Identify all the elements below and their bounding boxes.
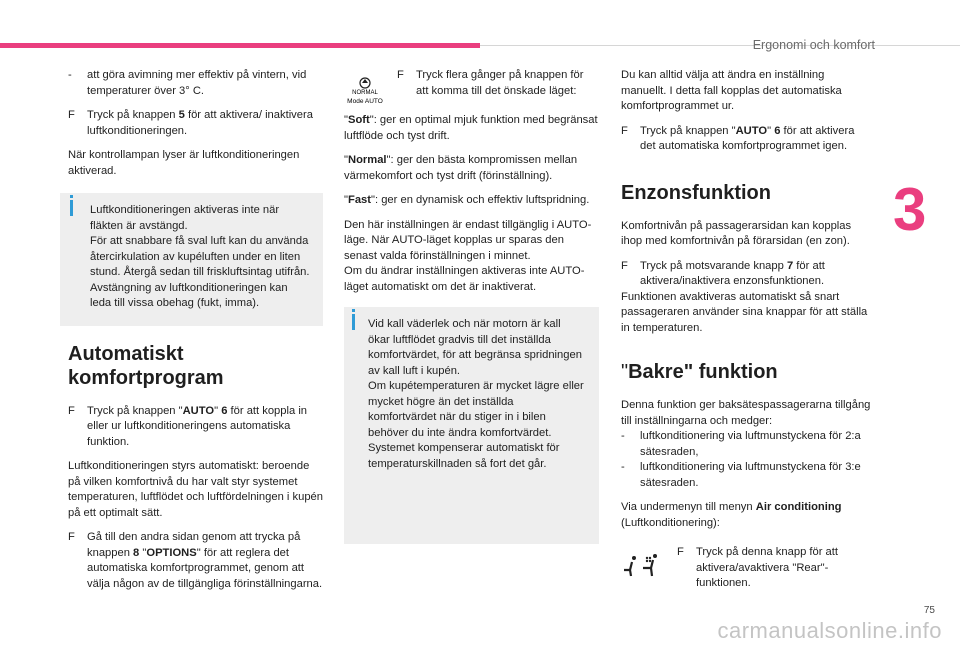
note-cold-weather: Vid kall väderlek och när motorn är kall ökar luftflödet gradvis till det inställda komfortvärdet, för att begränsa spridningen av kall luft i kupén. Om kupétemperaturen är mycket lägre eller mycket högre än det inställda komfortvärdet när du stiger in i bilen behöver du inte ändra komfortvärdet. Systemet kompenserar automatiskt för temperaturskillnaden så fort det går.: [344, 307, 599, 544]
rear-dash-row2: - luftkonditionering via luftmunstyckena för 2:a sätesraden,: [621, 430, 861, 458]
heading-auto-comfort: Automatiskt komfortprogram: [68, 342, 224, 389]
heading-rear-function: "Bakre" funktion: [621, 361, 778, 383]
bullet-ac-toggle: F Tryck på knappen 5 för att aktivera/ inaktivera luftkonditioneringen.: [68, 109, 313, 137]
bullet-single-zone: F Tryck på motsvarande knapp 7 för att aktivera/inaktivera enzonsfunktionen.: [621, 259, 825, 287]
ac-indicator-text: När kontrollampan lyser är luftkonditioneringen aktiverad.: [68, 149, 300, 177]
seat-airflow-icon: [621, 552, 663, 580]
air-conditioning-menu: Via undermenyn till menyn Air conditioning (Luftkonditionering):: [621, 501, 842, 529]
page-number: 75: [923, 605, 935, 616]
rear-dash-row3: - luftkonditionering via luftmunstyckena för 3:e sätesraden.: [621, 461, 861, 489]
header-accent-bar: [0, 43, 480, 48]
rear-seat-icon: [621, 552, 663, 580]
info-icon: [352, 314, 359, 330]
note-ac-info: Luftkonditioneringen aktiveras inte när fläkten är avstängd. För att snabbare få sval luft kan du använda återcirkulation av kupéluften under en liten stund. Återgå sedan till friskluftsintag utifrån. Avstängning av luftkonditioneringen kan leda till vissa obehag (fukt, imma).: [60, 193, 323, 326]
bullet-rear-toggle: F Tryck på denna knapp för att aktivera/avaktivera "Rear"-funktionen.: [677, 546, 838, 589]
bullet-auto-reactivate: F Tryck på knappen "AUTO" 6 för att aktivera det automatiska komfortprogrammet igen.: [621, 124, 855, 152]
rear-description: Denna funktion ger baksätespassagerarna tillgång till inställningarna och medger:: [621, 399, 871, 427]
mode-soft: "Soft": ger en optimal mjuk funktion med begränsat luftflöde och tyst drift.: [344, 114, 598, 142]
auto-description: Luftkonditioneringen styrs automatiskt: beroende på vilken komfortnivå du har valt styr systemet temperaturen, luftflödet och luftfördelningen i kupén på ett optimalt sätt.: [68, 460, 323, 519]
watermark: carmanualsonline.info: [717, 618, 942, 643]
heading-single-zone: Enzonsfunktion: [621, 181, 771, 204]
manual-change-text: Du kan alltid välja att ändra en inställning manuellt. I detta fall kopplas det automatiska komfortprogrammet ur.: [621, 69, 842, 112]
column-3: [621, 68, 871, 601]
column-1: [68, 68, 323, 601]
intro-dash-item: - att göra avimning mer effektiv på vintern, vid temperaturer över 3° C.: [68, 69, 307, 97]
bullet-options-button: F Gå till den andra sidan genom att trycka på knappen 8 "OPTIONS" för att reglera det automatiska komfortprogrammet, genom att välja någon av de tillgängliga förinställningarna.: [68, 531, 323, 590]
single-zone-deactivate: Funktionen avaktiveras automatiskt så snart passageraren använder sina knappar för att ställa in temperaturen.: [621, 290, 868, 334]
single-zone-text: Komfortnivån på passagerarsidan kan kopplas ihop med komfortnivån på förarsidan (en zon).: [621, 219, 852, 247]
bullet-auto-button: F Tryck på knappen "AUTO" 6 för att koppla in eller ur luftkonditioneringens automatiska funktion.: [68, 404, 308, 448]
column-2: [344, 68, 599, 544]
mode-normal: "Normal": ger den bästa kompromissen mellan värmekomfort och tyst drift (förinställning).: [344, 154, 578, 182]
info-icon: [70, 200, 77, 216]
svg-text:Mode AUTO: Mode AUTO: [347, 98, 383, 105]
section-title: Ergonomi och komfort: [752, 38, 875, 52]
auto-change-text: Om du ändrar inställningen aktiveras inte AUTO-läget automatiskt om det är inaktiverat.: [344, 265, 585, 293]
bullet-cycle-mode: F Tryck flera gånger på knappen för att komma till det önskade läget:: [397, 69, 584, 97]
mode-fast: "Fast": ger en dynamisk och effektiv luftspridning.: [344, 194, 590, 206]
chapter-number: 3: [893, 176, 927, 243]
auto-only-text: Den här inställningen är endast tillgänglig i AUTO-läge. När AUTO-läget kopplas ur sparas den senast valda förinställningen i minnet.: [344, 218, 592, 262]
svg-text:NORMAL: NORMAL: [352, 90, 378, 96]
header-rule: [480, 45, 960, 46]
